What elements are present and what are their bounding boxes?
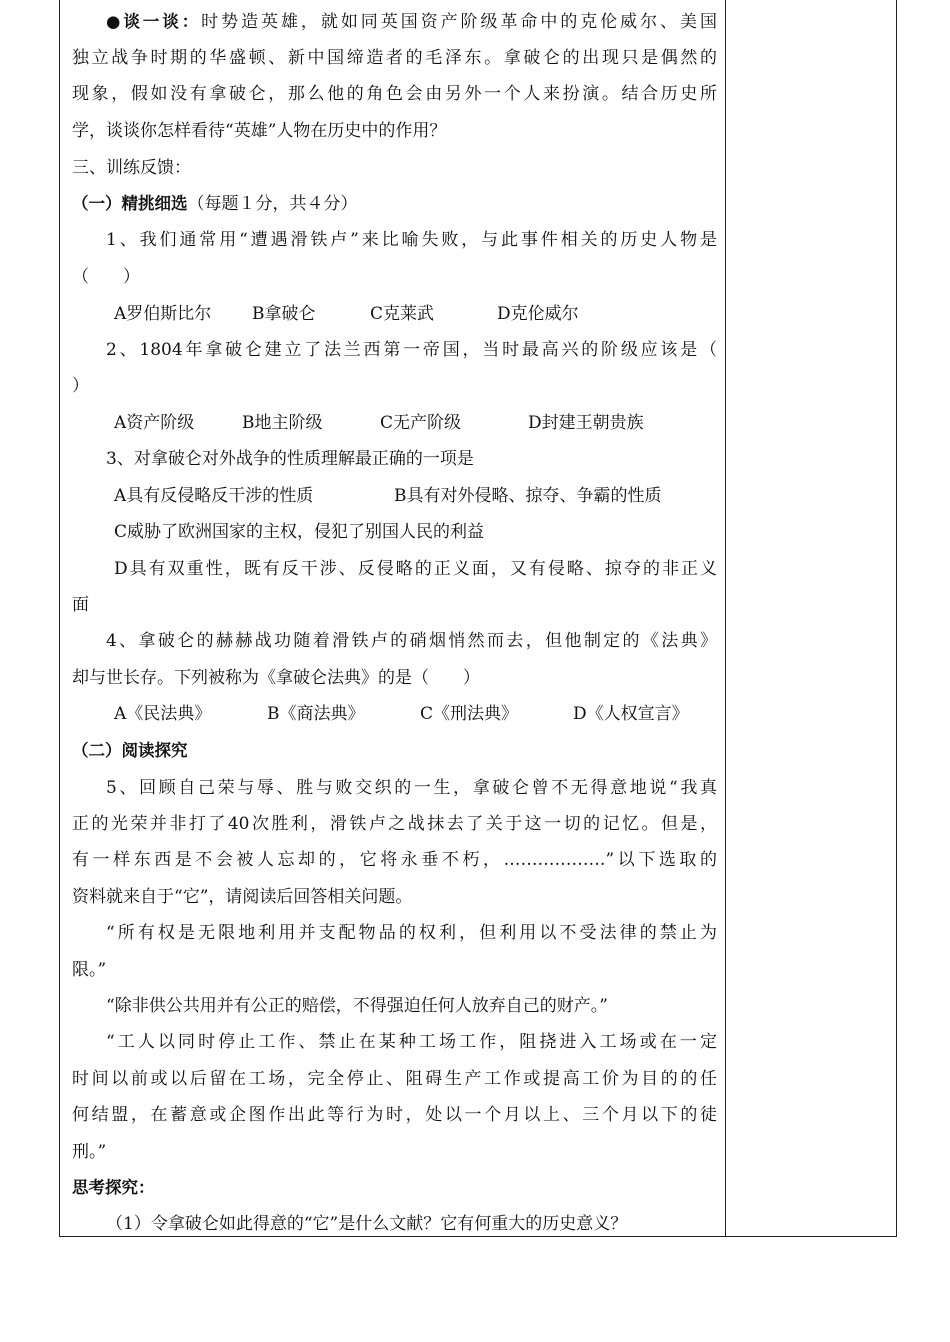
quote-a-line-1: “所有权是无限地利用并支配物品的权利，但利用以不受法律的禁止为 [106, 923, 717, 943]
q4-option-d: D《人权宣言》 [573, 704, 689, 724]
part1-note: （每题１分，共４分） [187, 194, 358, 214]
q3-option-b: B具有对外侵略、掠夺、争霸的性质 [394, 486, 662, 506]
q1-stem: 1、我们通常用“遭遇滑铁卢”来比喻失败，与此事件相关的历史人物是 [106, 230, 717, 250]
q2-option-d: D封建王朝贵族 [528, 413, 644, 433]
q3-stem: 3、对拿破仑对外战争的性质理解最正确的一项是 [106, 449, 474, 469]
q1-options [114, 296, 579, 332]
quote-c-line-3: 何结盟，在蓄意或企图作出此等行为时，处以一个月以上、三个月以下的徒 [72, 1105, 717, 1125]
part2-heading: （二）阅读探究 [72, 741, 188, 760]
talk-lead: ●谈一谈： [106, 12, 202, 31]
think-question-1: （1）令拿破仑如此得意的“它”是什么文献？它有何重大的历史意义？ [106, 1214, 628, 1234]
q5-line-4: 资料就来自于“它”，请阅读后回答相关问题。 [72, 887, 413, 907]
q2-options [114, 405, 644, 441]
q3-option-c: C威胁了欧洲国家的主权，侵犯了别国人民的利益 [114, 522, 485, 542]
talk-line-3: 现象，假如没有拿破仑，那么他的角色会由另外一个人来扮演。结合历史所 [72, 84, 717, 104]
notes-column [727, 0, 895, 1236]
q1-option-a: A罗伯斯比尔 [114, 304, 212, 324]
q5-line-3: 有一样东西是不会被人忘却的，它将永垂不朽，………………”以下选取的 [72, 850, 717, 870]
q2-option-a: A资产阶级 [114, 413, 195, 433]
quote-b: “除非供公共用并有公正的赔偿，不得强迫任何人放弃自己的财产。” [106, 996, 608, 1016]
q3-options-ab [114, 478, 662, 514]
q4-options [114, 696, 689, 732]
column-divider [725, 0, 726, 1237]
part1-heading: （一）精挑细选（每题１分，共４分） [72, 194, 358, 214]
q2-option-c: C无产阶级 [380, 413, 462, 433]
q2-option-b: B地主阶级 [242, 413, 323, 433]
q3-option-d: D具有双重性，既有反干涉、反侵略的正义面，又有侵略、掠夺的非正义 [114, 559, 717, 579]
q4-option-b: B《商法典》 [267, 704, 365, 724]
talk-line-4: 学，谈谈你怎样看待“英雄”人物在历史中的作用？ [72, 121, 447, 141]
quote-c-line-2: 时间以前或以后留在工场，完全停止、阻碍生产工作或提高工价为目的的任 [72, 1069, 717, 1089]
q1-blank: （ ） [72, 267, 140, 287]
think-heading: 思考探究： [72, 1178, 155, 1197]
quote-c-line-4: 刑。” [72, 1142, 107, 1162]
q4-option-c: C《刑法典》 [420, 704, 519, 724]
q3-option-a: A具有反侵略反干涉的性质 [114, 486, 314, 506]
talk-line-1: ●谈一谈：时势造英雄，就如同英国资产阶级革命中的克伦威尔、美国 [106, 12, 717, 32]
q2-stem: 2、1804年拿破仑建立了法兰西第一帝国，当时最高兴的阶级应该是（ [106, 340, 717, 360]
quote-c-line-1: “工人以同时停止工作、禁止在某种工场工作，阻挠进入工场或在一定 [106, 1032, 717, 1052]
q5-line-2: 正的光荣并非打了40次胜利，滑铁卢之战抹去了关于这一切的记忆。但是， [72, 814, 717, 834]
q4-option-a: A《民法典》 [114, 704, 212, 724]
q4-stem: 4、拿破仑的赫赫战功随着滑铁卢的硝烟悄然而去，但他制定的《法典》 [106, 631, 717, 651]
q2-blank: ） [72, 376, 89, 396]
q5-line-1: 5、回顾自己荣与辱、胜与败交织的一生，拿破仑曾不无得意地说“我真 [106, 778, 717, 798]
section-heading: 三、训练反馈： [72, 158, 191, 178]
q1-option-c: C克莱武 [370, 304, 435, 324]
quote-a-line-2: 限。” [72, 960, 107, 980]
q1-option-b: B拿破仑 [252, 304, 316, 324]
q3-option-d-cont: 面 [72, 595, 89, 615]
q4-stem-cont: 却与世长存。下列被称为《拿破仑法典》的是（ ） [72, 668, 480, 688]
q1-option-d: D克伦威尔 [497, 304, 579, 324]
talk-line-2: 独立战争时期的华盛顿、新中国缔造者的毛泽东。拿破仑的出现只是偶然的 [72, 48, 717, 68]
